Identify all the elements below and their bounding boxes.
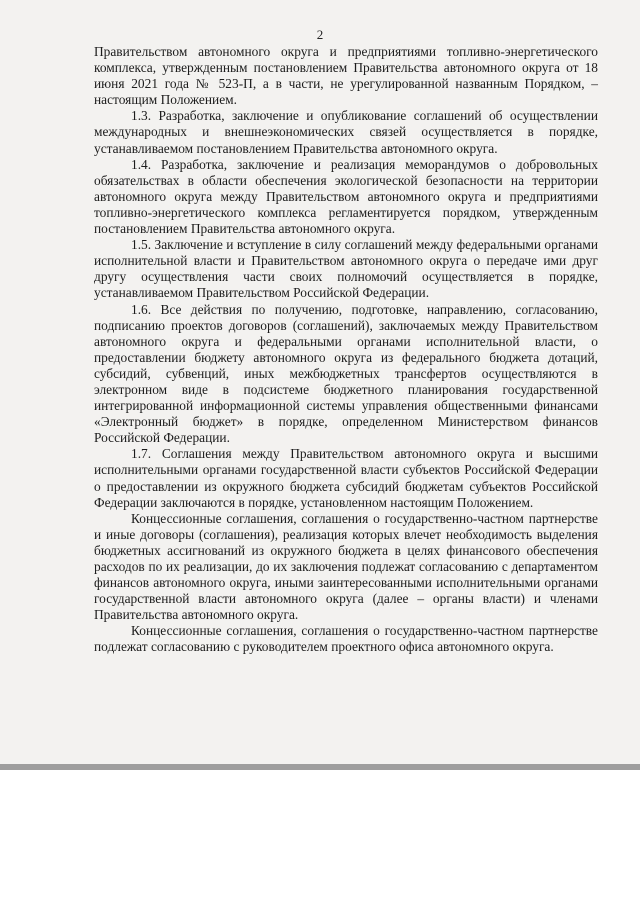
blank-area bbox=[0, 770, 640, 905]
paragraph-1-7: 1.7. Соглашения между Правительством автономного округа и высшими исполнительными органами государственной власти субъектов Российской Федерации о предоставлении из окружного бюджета субсидий бюджетам субъектов Российской Федерации заключаются в порядке, установленном настоящим Положением. bbox=[94, 446, 598, 510]
paragraph-concession-approval: Концессионные соглашения, соглашения о государственно-частном партнерстве подлежат согласованию с руководителем проектного офиса автономного округа. bbox=[94, 623, 598, 655]
document-body bbox=[94, 44, 598, 656]
paragraph-1-4: 1.4. Разработка, заключение и реализация меморандумов о добровольных обязательствах в области обеспечения экологической безопасности на территории автономного округа между Правительством автономного округа и предприятиями топливно-энергетического комплекса регламентируется порядком, утвержденным постановлением Правительства автономного округа. bbox=[94, 156, 598, 237]
paragraph-continuation: Правительством автономного округа и предприятиями топливно-энергетического комплекса, утвержденным постановлением Правительства автономного округа от 18 июня 2021 года № 523-П, а в части, не урегулированной названным Порядком, – настоящим Положением. bbox=[94, 44, 598, 108]
paragraph-concession-agreements: Концессионные соглашения, соглашения о государственно-частном партнерстве и иные договоры (соглашения), реализация которых влечет необходимость выделения бюджетных ассигнований из окружного бюджета в целях финансового обеспечения расходов по их реализации, до их заключения подлежат согласованию с департаментом финансов автономного округа, иными заинтересованными исполнительными органами государственной власти автономного округа (далее – органы власти) и членами Правительства автономного округа. bbox=[94, 510, 598, 623]
page-number: 2 bbox=[316, 27, 324, 42]
paragraph-1-3: 1.3. Разработка, заключение и опубликование соглашений об осуществлении международных и внешнеэкономических связей осуществляется в порядке, устанавливаемом постановлением Правительства автономного округа. bbox=[94, 108, 598, 156]
paragraph-1-6: 1.6. Все действия по получению, подготовке, направлению, согласованию, подписанию проектов договоров (соглашений), заключаемых между Правительством автономного округа и федеральными органами исполнительной власти, о предоставлении бюджету автономного округа из федерального бюджета дотаций, субсидий, субвенций, иных межбюджетных трансфертов осуществляются в электронном виде в подсистеме бюджетного планирования государственной интегрированной информационной системы управления общественными финансами «Электронный бюджет» в порядке, определенном Министерством финансов Российской Федерации. bbox=[94, 301, 598, 446]
paragraph-1-5: 1.5. Заключение и вступление в силу соглашений между федеральными органами исполнительной власти и Правительством автономного округа о передаче ими друг другу осуществления части своих полномочий осуществляется в порядке, устанавливаемом Правительством Российской Федерации. bbox=[94, 237, 598, 301]
